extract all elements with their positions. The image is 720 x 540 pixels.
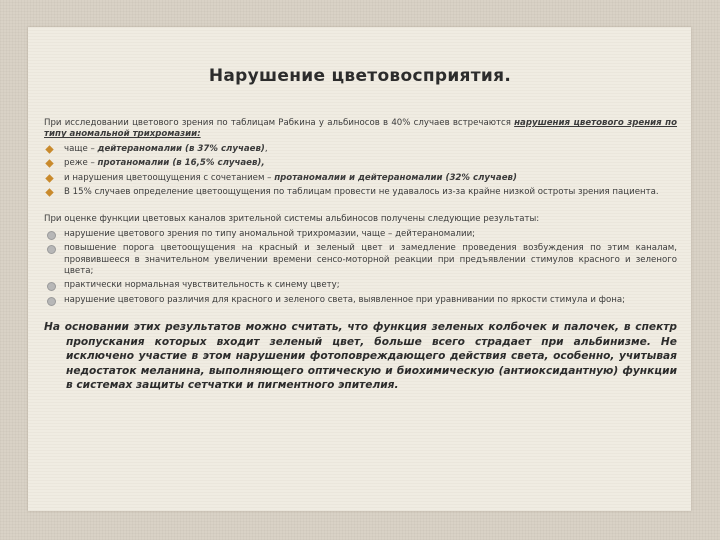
item-text: и нарушения цветоощущения с сочетанием – xyxy=(64,172,275,183)
item-suffix: , xyxy=(264,143,268,154)
item-emphasis: протаномалии и дейтераномалии (32% случаев) xyxy=(274,172,517,183)
item-text: В 15% случаев определение цветоощущения по таблицам провести не удавалось из-за крайне низкой остроты зрения пациента xyxy=(64,187,656,198)
item-text: реже – xyxy=(64,158,98,169)
dot-item xyxy=(44,295,677,306)
dot-item xyxy=(44,280,677,291)
second-intro: При оценке функции цветовых каналов зрительной системы альбиносов получены следующие результаты: xyxy=(44,214,540,225)
item-text: чаще – xyxy=(64,143,98,154)
diamond-item xyxy=(44,187,677,198)
item-emphasis: дейтераномалии (в 37% случаев) xyxy=(97,143,265,154)
diamond-bullet-icon xyxy=(45,174,53,182)
item-text: нарушение цветового зрения по типу аномальной трихромазии, чаще – дейтераномалии; xyxy=(64,228,476,239)
item-text: нарушение цветового различия для красного и зеленого света, выявленное при уравнивании по яркости стимула и фона; xyxy=(64,294,626,305)
item-text: повышение порога цветоощущения на красный и зеленый цвет и замедление проведения возбуждения по этим каналам, проявившееся в значительном увеличении времени сенсо-моторной реакции при предъявлении стимулов красного и зеленого цвета; xyxy=(64,243,677,277)
diamond-bullet-icon xyxy=(45,188,53,196)
dot-bullet-icon xyxy=(47,297,56,306)
dot-item xyxy=(44,243,677,277)
conclusion-paragraph: На основании этих результатов можно считать, что функция зеленых колбочек и палочек, в спектр пропускания которых входит зеленый цвет, больше всего страдает при альбинизме. Не исключено участие в этом нарушении фотоповреждающего действия света, особенно, учитывая недостаток меланина, выполняющего оптическую и биохимическую (антиоксидантную) функции в системах защиты сетчатки и пигментного эпителия. xyxy=(44,321,677,391)
dot-item xyxy=(44,229,677,240)
item-suffix: . xyxy=(655,187,659,198)
dot-bullet-icon xyxy=(47,282,56,291)
diamond-bullet-icon xyxy=(45,145,53,153)
dot-bullet-icon xyxy=(47,245,56,254)
diamond-item xyxy=(44,144,677,155)
diamond-bullet-icon xyxy=(45,160,53,168)
diamond-item xyxy=(44,158,677,169)
item-text: практически нормальная чувствительность к синему цвету; xyxy=(64,280,340,291)
intro-emphasis: нарушения цветового зрения по типу аномальной трихромазии: xyxy=(44,118,678,140)
slide-title: Нарушение цветовосприятия. xyxy=(208,66,512,86)
slide-body xyxy=(44,118,677,403)
spacer xyxy=(44,198,677,214)
intro-text: При исследовании цветового зрения по таблицам Рабкина у альбиносов в 40% случаев встречаются xyxy=(44,118,515,128)
diamond-item xyxy=(44,173,677,184)
intro-paragraph xyxy=(44,118,677,141)
item-emphasis: протаномалии (в 16,5% случаев), xyxy=(97,158,265,169)
dot-bullet-icon xyxy=(47,231,56,240)
